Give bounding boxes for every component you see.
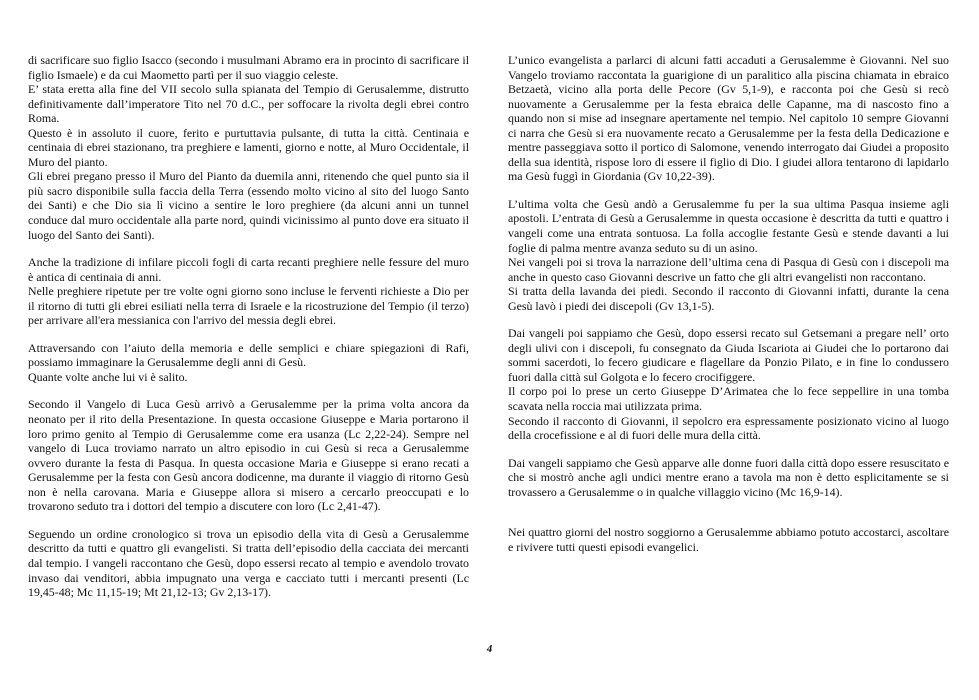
paragraph: di sacrificare suo figlio Isacco (secondo i musulmani Abramo era in procinto di sacrificare il figlio Ismaele) e da cui Maometto partì per il suo viaggio celeste. [28, 53, 469, 82]
paragraph-gap [508, 313, 949, 326]
paragraph: Dai vangeli sappiamo che Gesù apparve alle donne fuori dalla città dopo essere resuscitato e che si mostrò anche agli undici mentre erano a tavola ma non è detto esplicitamente se si trovassero a Gerusalemme o in qualche villaggio vicino (Mc 16,9-14). [508, 455, 949, 499]
paragraph-gap [28, 514, 469, 527]
paragraph: Gli ebrei pregano presso il Muro del Pianto da duemila anni, ritenendo che quel punto sia il più sacro disponibile sulla faccia della Terra (essendo molto vicino al sito del luogo Santo dei Santi) e che Dio sia lì vicino a sentire le loro preghiere (da alcuni anni un tunnel conduce dal muro occidentale alla parte nord, quindi vicinissimo al punto dove era situato il luogo del Santo dei Santi). [28, 169, 469, 242]
paragraph: Attraversando con l’aiuto della memoria e delle semplici e chiare spiegazioni di Rafi, possiamo immaginare la Gerusalemme degli anni di Gesù. [28, 340, 469, 370]
paragraph-gap [508, 443, 949, 456]
paragraph-gap [28, 384, 469, 397]
paragraph: E’ stata eretta alla fine del VII secolo sulla spianata del Tempio di Gerusalemme, distrutto definitivamente dall’imperatore Tito nel 70 d.C., per soffocare la rivolta degli ebrei contro Roma. [28, 82, 469, 126]
page-number: 4 [486, 643, 493, 655]
paragraph: Si tratta della lavanda dei piedi. Secondo il racconto di Giovanni infatti, durante la cena Gesù lavò i piedi dei discepoli (Gv 13,1-5). [508, 284, 949, 313]
paragraph-gap [28, 328, 469, 341]
paragraph: Secondo il Vangelo di Luca Gesù arrivò a Gerusalemme per la prima volta ancora da neonato per il rito della Presentazione. In questa occasione Giuseppe e Maria portarono il loro primo genito al Tempio di Gerusalemme come era usanza (Lc 2,22-24). Sempre nel vangelo di Luca troviamo narrato un altro episodio in cui Gesù si reca a Gerusalemme ovvero durante la festa di Pasqua. In questa occasione Maria e Giuseppe si erano recati a Gerusalemme per la festa con Gesù ancora dodicenne, ma durante il viaggio di ritorno Gesù non è nella carovana. Maria e Giuseppe allora si misero a cercarlo preoccupati e lo trovarono seduto tra i dottori del tempio a discutere con loro (Lc 2,41-47). [28, 397, 469, 514]
paragraph: Nei vangeli poi si trova la narrazione dell’ultima cena di Pasqua di Gesù con i discepoli ma anche in questo caso Giovanni descrive un fatto che gli altri evangelisti non raccontano. [508, 255, 949, 284]
paragraph: Quante volte anche lui vi è salito. [28, 369, 188, 384]
paragraph-gap [508, 512, 949, 525]
paragraph: L’ultima volta che Gesù andò a Gerusalemme fu per la sua ultima Pasqua insieme agli apostoli. L’entrata di Gesù a Gerusalemme in questa occasione è descritta da tutti e quattro i vangeli come una entrata sontuosa. La folla accoglie festante Gesù e stende davanti a lui foglie di palma mentre avanza seduto su di un asino. [508, 196, 949, 255]
paragraph-gap [508, 184, 949, 197]
paragraph: Secondo il racconto di Giovanni, il sepolcro era espressamente posizionato vicino al luogo della crocefissione e al di fuori delle mura della città. [508, 413, 949, 443]
paragraph: L’unico evangelista a parlarci di alcuni fatti accaduti a Gerusalemme è Giovanni. Nel suo Vangelo troviamo raccontata la guarigione di un paralitico alla piscina chiamata in ebraico Betzaetà, vicino alla porta delle Pecore (Gv 5,1-9), e racconta poi che Gesù si recò nuovamente a Gerusalemme per la festa ebraica delle Capanne, ma di nascosto fino a quando non si mise ad insegnare apertamente nel tempio. Nel capitolo 10 sempre Giovanni ci narra che Gesù si era nuovamente recato a Gerusalemme per la festa della Dedicazione e mentre passeggiava sotto il portico di Salomone, venendo interrogato dai Giudei a proposito della sua identità, rispose loro di essere il figlio di Dio. I giudei allora tentarono di lapidarlo ma Gesù fuggì in Giordania (Gv 10,22-39). [508, 53, 949, 184]
paragraph: Questo è in assoluto il cuore, ferito e purtuttavia pulsante, di tutta la città. Centinaia e centinaia di ebrei stazionano, tra preghiere e lamenti, giorno e notte, al Muro Occidentale, il Muro del pianto. [28, 125, 469, 169]
paragraph: Seguendo un ordine cronologico si trova un episodio della vita di Gesù a Gerusalemme descritto da tutti e quattro gli evangelisti. Si tratta dell’episodio della cacciata dei mercanti dal tempio. I vangeli raccontano che Gesù, dopo essersi recato al tempio e avendolo trovato invaso dai venditori, abbia impugnato una verga e cacciato tutti i mercanti presenti (Lc 19,45-48; Mc 11,15-19; Mt 21,12-13; Gv 2,13-17). [28, 526, 469, 600]
left-column [28, 53, 469, 600]
paragraph: Anche la tradizione di infilare piccoli fogli di carta recanti preghiere nelle fessure del muro è antica di centinaia di anni. [28, 255, 469, 284]
right-column [508, 53, 949, 554]
paragraph-gap [28, 242, 469, 255]
paragraph: Nei quattro giorni del nostro soggiorno a Gerusalemme abbiamo potuto accostarci, ascoltare e rivivere tutti questi episodi evangelici. [508, 525, 949, 554]
paragraph-gap [508, 499, 949, 512]
paragraph: Il corpo poi lo prese un certo Giuseppe D’Arimatea che lo fece seppellire in una tomba scavata nella roccia mai utilizzata prima. [508, 384, 949, 414]
paragraph: Dai vangeli poi sappiamo che Gesù, dopo essersi recato sul Getsemani a pregare nell’ orto degli ulivi con i discepoli, fu consegnato da Giuda Iscariota ai Giudei che lo portarono dai sommi sacerdoti, lo fecero giudicare e flagellare da Ponzio Pilato, e in fine lo condussero fuori dalla città sul Golgota e lo fecero crocifiggere. [508, 326, 949, 384]
paragraph: Nelle preghiere ripetute per tre volte ogni giorno sono incluse le ferventi richieste a Dio per il ritorno di tutti gli ebrei esiliati nella terra di Israele e la ricostruzione del Tempio (il terzo) per arrivare all'era messianica con l'arrivo del messia degli ebrei. [28, 284, 469, 328]
